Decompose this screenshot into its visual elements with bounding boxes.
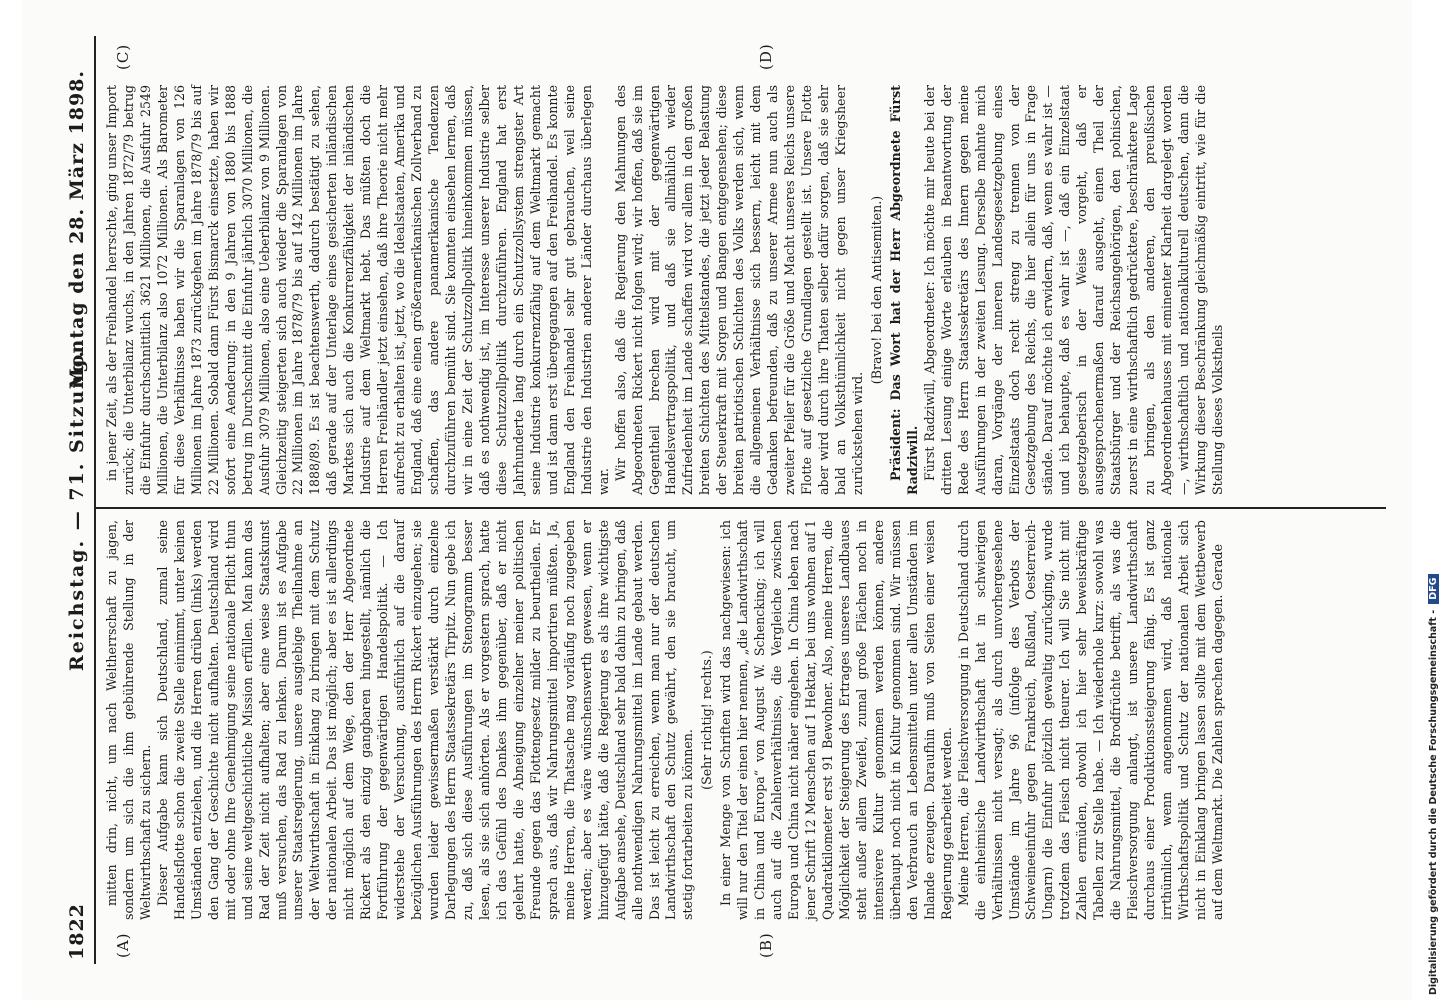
page-number: 1822 — [66, 903, 88, 960]
rotated-page — [22, 0, 1412, 1000]
paragraph: In einer Menge von Schriften wird das nachgewiesen: ich will nur den Titel der einen hier nennen, „die Landwirthschaft in China und Europa“ von August W. Schencking; ich will auch auf die Zahlenverhältnisse, die Vergleiche zwischen Europa und China nicht näher eingehen. In China leben nach jener Schrift 12 Menschen auf 1 Hektar, bei uns wohnen auf 1 Quadratkilometer erst 91 Bewohner. Also, meine Herren, die Möglichkeit der Steigerung des Ertrages unseres Landbaues steht außer allem Zweifel, zumal große Flächen noch in intensivere Kultur genommen werden können, andere überhaupt noch nicht in Kultur genommen sind. Wir müssen den Verbrauch an Lebensmitteln unter allen Umständen im Inlande erzeugen. Daraufhin muß von Seiten einer weisen Regierung gearbeitet werden. — [718, 520, 954, 920]
digitization-note — [1418, 0, 1439, 1000]
page-header — [62, 40, 92, 960]
marker-c: (C) — [114, 43, 132, 70]
interjection: (Bravo! bei den Antisemiten.) — [868, 195, 884, 385]
dfg-logo: DFG — [1428, 574, 1439, 604]
speaker-line: Präsident: Das Wort hat der Herr Abgeordnete Fürst Radziwill. — [887, 85, 920, 495]
column-rule — [96, 507, 1386, 509]
paragraph: Wir hoffen also, daß die Regierung den Mahnungen des Abgeordneten Rickert nicht folgen wird; wir hoffen, daß sie im Gegentheil brechen wird mit der gegenwärtigen Handelsvertragspolitik, und daß sie allmählich wieder Zufriedenheit im Lande schaffen wird vor allem in den großen breiten Schichten des Mittelstandes, die jetzt jeder Belastung der Steuerkraft mit Sorgen und Bangen entgegensehen; diese breiten patriotischen Schichten des Volks werden sich, wenn die allgemeinen Verhältnisse sich bessern, leicht mit dem Gedanken befreunden, daß zu unserer Armee nun auch als zweiter Pfeiler für die Größe und Macht unseres Reichs unsere Flotte auf gesetzliche Grundlagen gestellt ist. Unsere Flotte aber wird durch ihre Thaten selber dafür sorgen, daß sie sehr bald an Volksthümlichkeit nicht gegen unser Kriegsheer zurückstehen wird. — [612, 85, 865, 495]
session-title: Reichstag. — 71. Sitzung. — [66, 348, 88, 672]
paragraph: in jener Zeit, als der Freihandel herrschte, ging unser Import zurück; die Unterbilanz wuchs, in den Jahren 1872/79 betrug die Einfuhr durchschnittlich 3621 Millionen, die Ausfuhr 2549 Millionen, die Unterbilanz also 1072 Millionen. Als Barometer für diese Verhältnisse haben wir die Sparanlagen von 126 Millionen im Jahre 1873 zurückgehen im Jahre 1878/79 bis auf 22 Millionen. Sobald dann Fürst Bismarck einsetzte, haben wir sofort eine Aenderung: in den 9 Jahren von 1880 bis 1888 betrug im Durchschnitt die Einfuhr jährlich 3070 Millionen, die Ausfuhr 3079 Millionen, also eine Ueberbilanz von 9 Millionen. Gleichzeitig steigerten sich auch wieder die Sparanlagen von 22 Millionen im Jahre 1878/79 bis auf 142 Millionen im Jahre 1888/89. Es ist beachtenswerth, dadurch bestätigt zu sehen, daß gerade auf der Unterlage eines gesicherten inländischen Marktes sich auch die Konkurrenzfähigkeit der inländischen Industrie auf dem Weltmarkt hebt. Das müßten doch die Herren Freihändler jetzt einsehen, daß ihre Theorie nicht mehr aufrecht zu erhalten ist, jetzt, wo die Idealstaaten, Amerika und England, daß eine einen größeramerikanischen Zollverband zu schaffen, das andere panamerikanische Tendenzen durchzuführen bemüht sind. Sie konnten einsehen lernen, daß wir in eine Zeit der Schutzzollpolitik hineinkommen müssen, daß es nothwendig ist, im Interesse unserer Industrie selber diese Schutzzollpolitik durchzuführen. England hat erst Jahrhunderte lang durch ein Schutzzollsystem strengster Art seine Industrie konkurrenzfähig auf dem Weltmarkt gemacht und ist dann erst übergegangen auf den Freihandel. Es konnte England den Freihandel sehr gut gebrauchen, weil seine Industrie den Industrien anderer Länder durchaus überlegen war. — [104, 85, 611, 495]
header-rule — [94, 36, 96, 964]
paragraph: Dieser Aufgabe kann sich Deutschland, zumal seine Handelsflotte schon die zweite Stelle einnimmt, unter keinen Umständen entziehen, und die Herren drüben (links) werden den Gang der Geschichte nicht aufhalten. Deutschland wird mit oder ohne Ihre Genehmigung seine nationale Pflicht thun und seine weltgeschichtliche Mission erfüllen. Man kann das Rad der Zeit nicht aufhalten; aber eine weise Staatskunst muß versuchen, das Rad zu lenken. Darum ist es Aufgabe unserer Staatsregierung, unsere ausgiebige Theilnahme an der Weltwirthschaft in Einklang zu bringen mit dem Schutz der nationalen Arbeit. Das ist möglich; aber es ist allerdings nicht möglich auf dem Wege, den der Herr Abgeordnete Rickert als den einzig gangbaren hingestellt, nämlich die Fortführung der gegenwärtigen Handelspolitik. — Ich widerstehe der Versuchung, ausführlich auf die darauf bezüglichen Ausführungen des Herrn Rickert einzugehen; sie wurden leider gewissermaßen verstärkt durch einzelne Darlegungen des Herrn Staatssekretärs Tirpitz. Nun gebe ich zu, daß sich diese Ausführungen im Stenogramm besser lesen, als sie sich anhörten. Als er vorgestern sprach, hatte ich das Gefühl des Dankes ihm gegenüber, daß er nicht gelehrt hatte, die Abneigung einzelner meiner politischen Freunde gegen das Flottengesetz milder zu beurtheilen. Er sprach aus, daß wir Nahrungsmittel importiren müßten. Ja, meine Herren, die Thatsache mag vorläufig noch zugegeben werden; aber es wäre wünschenswerth gewesen, wenn er hinzugefügt hätte, daß die Regierung es als ihre wichtigste Aufgabe ansehe, Deutschland sehr bald dahin zu bringen, daß alle nothwendigen Nahrungsmittel im Lande gebaut werden. Das ist leicht zu erreichen, wenn man nur der deutschen Landwirthschaft den Schutz gewährt, den sie braucht, um stetig fortarbeiten zu können. — [154, 520, 696, 920]
paragraph: Meine Herren, die Fleischversorgung in Deutschland durch die einheimische Landwirthschaft hat in schwierigen Verhältnissen nicht versagt; als durch unvorhergesehene Umstände im Jahre 96 (infolge des Verbots der Schweineeinfuhr gegen Frankreich, Rußland, Oesterreich-Ungarn) die Einfuhr plötzlich gewaltig zurückging, wurde trotzdem das Fleisch nicht theurer. Ich will Sie nicht mit Zahlen ermüden, obwohl ich hier sehr beweiskräftige Tabellen zur Stelle habe. — Ich wiederhole kurz: sowohl was die Nahrungsmittel, die Brodfrüchte betrifft, als was die Fleischversorgung anlangt, ist unsere Landwirthschaft durchaus einer Produktionssteigerung fähig. Es ist ganz irrthümlich, wenn angenommen wird, daß nationale Wirthschaftspolitik und Schutz der nationalen Arbeit sich nicht in Einklang bringen lassen sollte mit dem Wettbewerb auf dem Weltmarkt. Die Zahlen sprechen dagegen. Gerade — [955, 520, 1225, 920]
interjection: (Sehr richtig! rechts.) — [699, 650, 715, 790]
right-text-column — [104, 85, 1384, 495]
session-date: Montag den 28. März 1898. — [66, 70, 88, 390]
digitization-text: Digitalisierung gefördert durch die Deutsche Forschungsgemeinschaft - — [1428, 609, 1439, 995]
paragraph: Fürst Radziwill, Abgeordneter: Ich möchte mir heute bei der dritten Lesung einige Worte erlauben in Beantwortung der Rede des Herrn Staatssekretärs des Innern gegen meine Ausführungen in der zweiten Lesung. Derselbe mahnte mich daran, Vorgänge der inneren Landesgesetzgebung eines Einzelstaats doch recht streng zu trennen von der Gesetzgebung des Reichs, die hier allein für uns in Frage stände. Darauf möchte ich erwidern, daß, wenn es wahr ist — und ich behaupte, daß es wahr ist —, daß ein Einzelstaat gesetzgeberisch in der Weise vorgeht, daß er ausgesprochenermaßen darauf ausgeht, einen Theil der Staatsbürger und der Reichsangehörigen, den polnischen, zuerst in eine wirthschaftlich gedrücktere, beschränktere Lage zu bringen, als den anderen, den preußischen Abgeordnetenhauses mit eminenter Klarheit dargelegt worden —, wirthschaftlich und nationalkulturell deutschen, dann die Wirkung dieser Beschränkung gleichmäßig eintritt, wie für die Stellung dieses Volkstheils — [921, 85, 1225, 495]
paragraph: mitten drin, nicht, um nach Weltherrschaft zu jagen, sondern um sich die ihm gebührende Stellung in der Weltwirthschaft zu sichern. — [104, 520, 153, 920]
marker-a: (A) — [114, 932, 132, 958]
marker-b: (B) — [757, 932, 775, 958]
left-text-column — [104, 520, 1384, 920]
marker-d: (D) — [757, 43, 775, 70]
